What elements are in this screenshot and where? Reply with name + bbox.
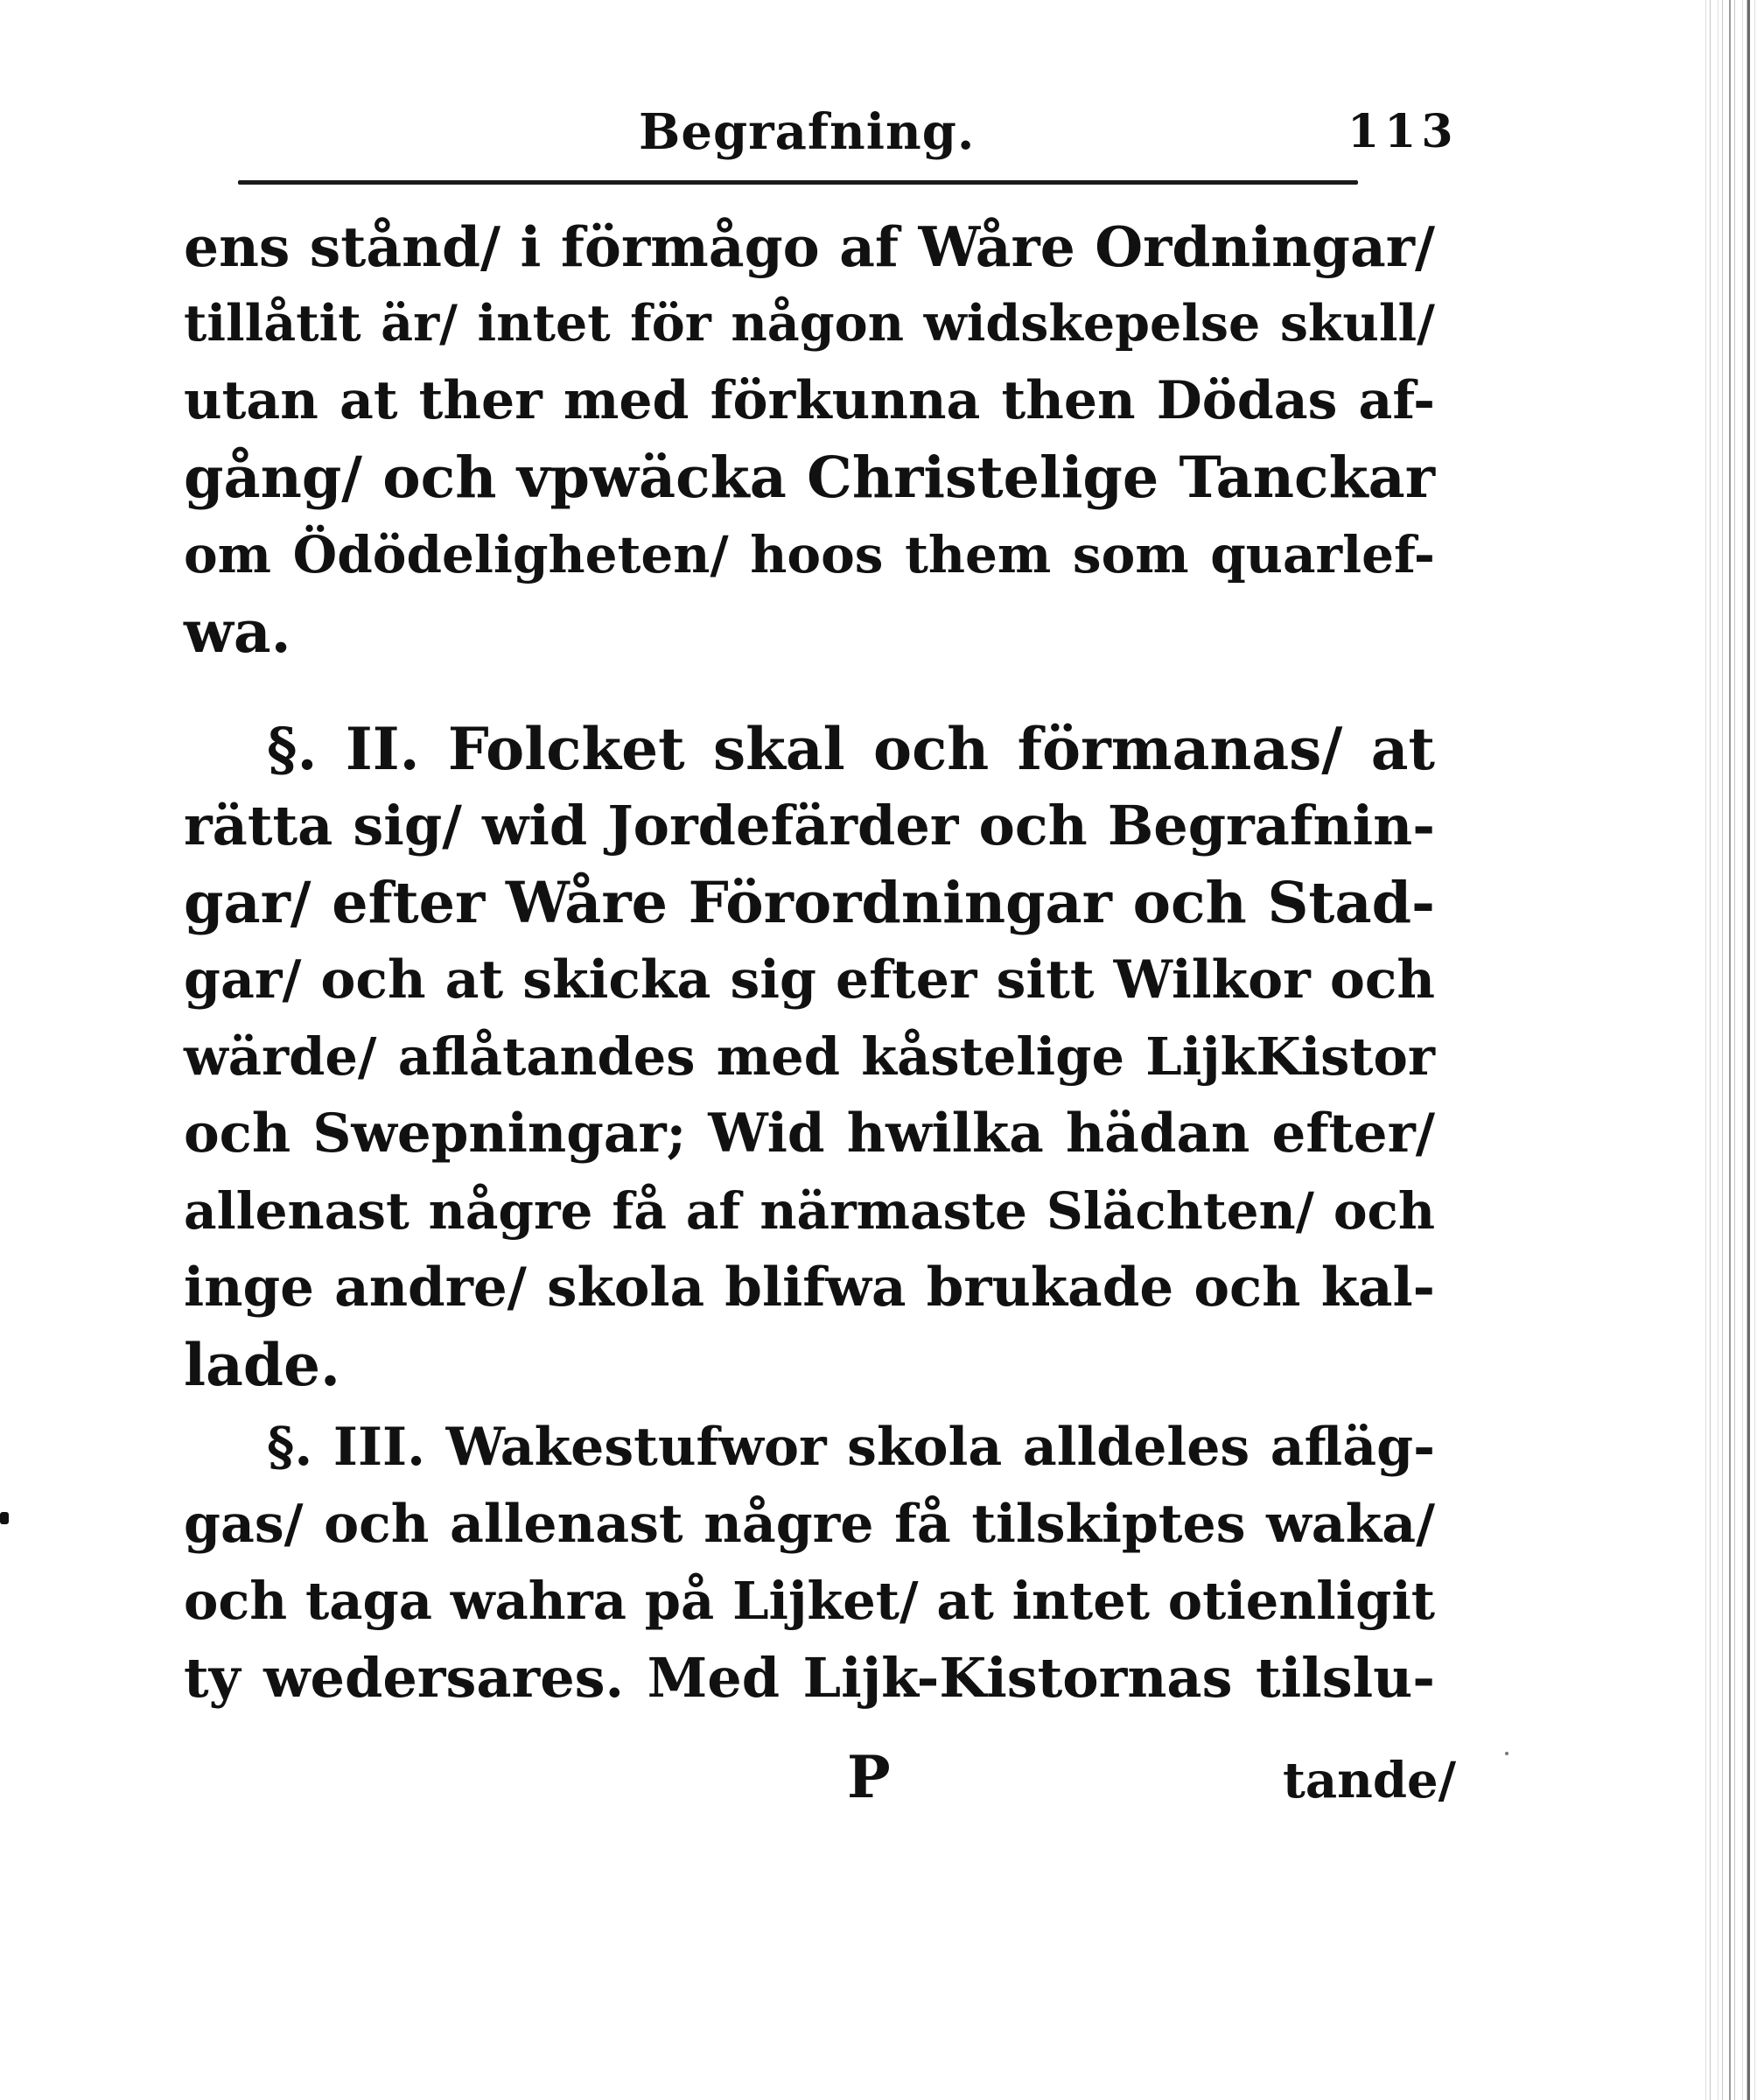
paragraph-3 <box>184 1409 1435 1717</box>
text-line: ty wedersares. Med Lijk-Kistornas tilslu- <box>184 1646 1435 1710</box>
ink-speck <box>0 1512 9 1524</box>
paragraph-1 <box>184 208 1435 670</box>
text-line: om Ödödeligheten/ hoos them som quarlef- <box>184 525 1435 584</box>
page-number: 113 <box>1348 105 1459 158</box>
ink-dot <box>1505 1752 1508 1755</box>
text-line: gas/ och allenast någre få tilskiptes waka/ <box>184 1494 1435 1555</box>
catchword: tande/ <box>1283 1752 1457 1810</box>
page-edge-line-inner <box>1729 0 1731 2100</box>
running-head: Begrafning. <box>639 103 976 161</box>
header-rule <box>238 180 1358 185</box>
text-line: wärde/ aflåtandes med kåstelige LijkKistor <box>184 1026 1435 1087</box>
text-line: tillåtit är/ intet för någon widskepelse skull/ <box>184 294 1435 353</box>
text-line: §. III. Wakestufwor skola alldeles afläg- <box>267 1417 1435 1478</box>
text-line: och Swepningar; Wid hwilka hädan efter/ <box>184 1102 1435 1165</box>
text-line: rätta sig/ wid Jordefärder och Begrafnin- <box>184 794 1435 858</box>
text-line: lade. <box>184 1331 340 1399</box>
text-line: inge andre/ skola blifwa brukade och kal- <box>184 1256 1435 1319</box>
text-line: wa. <box>184 598 291 666</box>
text-line: gång/ och vpwäcka Christelige Tanckar <box>184 444 1435 511</box>
paragraph-2 <box>184 710 1435 1404</box>
text-line: och taga wahra på Lijket/ at intet otienligit <box>184 1571 1435 1631</box>
text-line: gar/ efter Wåre Förordningar och Stad- <box>184 870 1435 936</box>
text-line: allenast någre få af närmaste Slächten/ och <box>184 1181 1435 1241</box>
text-line: §. II. Folcket skal och förmanas/ at <box>267 715 1435 783</box>
signature-mark: P <box>847 1743 891 1811</box>
text-line: ens stånd/ i förmågo af Wåre Ordningar/ <box>184 214 1435 279</box>
text-line: utan at ther med förkunna then Dödas af- <box>184 370 1435 431</box>
page-edge-line <box>1747 0 1750 2100</box>
text-line: gar/ och at skicka sig efter sitt Wilkor och <box>184 949 1435 1011</box>
